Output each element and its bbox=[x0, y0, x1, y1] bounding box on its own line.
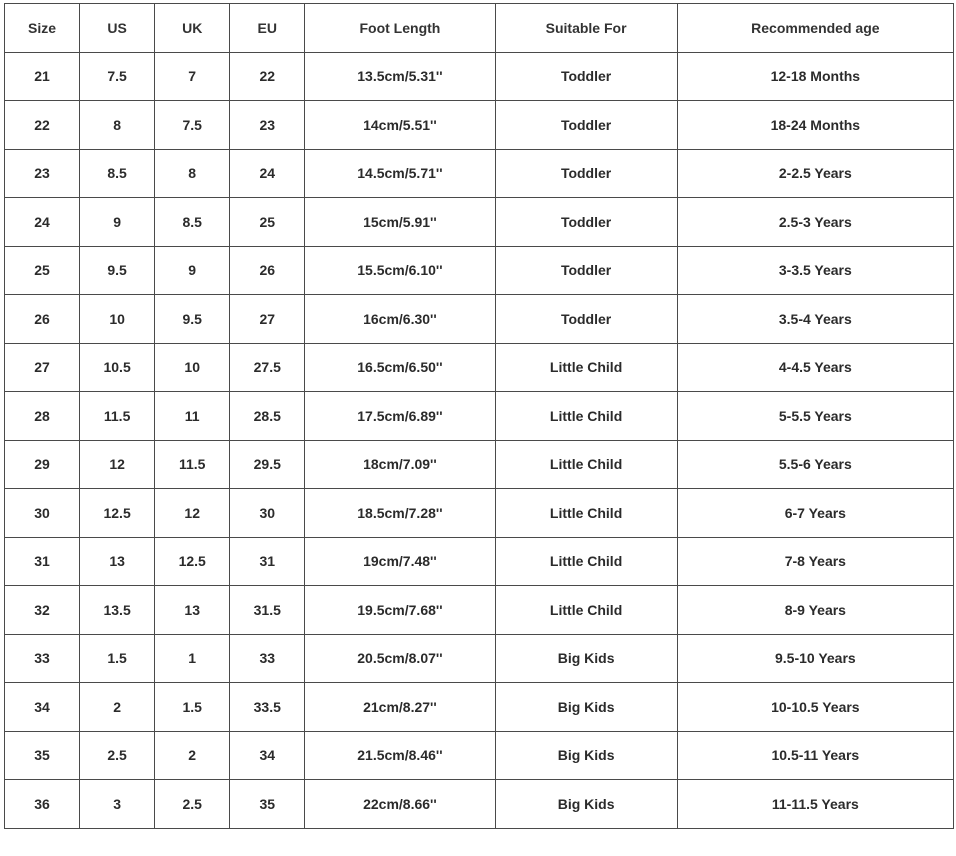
cell-recommended-age: 10-10.5 Years bbox=[677, 683, 953, 732]
cell-foot-length: 17.5cm/6.89'' bbox=[305, 392, 495, 441]
size-chart-table bbox=[4, 3, 954, 829]
cell-us: 12 bbox=[80, 440, 155, 489]
cell-suitable-for: Little Child bbox=[495, 392, 677, 441]
cell-uk: 7.5 bbox=[155, 101, 230, 150]
cell-foot-length: 21cm/8.27'' bbox=[305, 683, 495, 732]
cell-us: 12.5 bbox=[80, 489, 155, 538]
cell-foot-length: 14cm/5.51'' bbox=[305, 101, 495, 150]
cell-size: 33 bbox=[5, 634, 80, 683]
cell-eu: 23 bbox=[230, 101, 305, 150]
cell-eu: 34 bbox=[230, 731, 305, 780]
cell-uk: 8 bbox=[155, 149, 230, 198]
cell-foot-length: 20.5cm/8.07'' bbox=[305, 634, 495, 683]
cell-recommended-age: 18-24 Months bbox=[677, 101, 953, 150]
cell-eu: 27.5 bbox=[230, 343, 305, 392]
cell-eu: 33 bbox=[230, 634, 305, 683]
cell-recommended-age: 2.5-3 Years bbox=[677, 198, 953, 247]
column-header-suitable-for: Suitable For bbox=[495, 4, 677, 53]
cell-us: 2 bbox=[80, 683, 155, 732]
table-row bbox=[5, 731, 954, 780]
cell-suitable-for: Little Child bbox=[495, 537, 677, 586]
cell-foot-length: 22cm/8.66'' bbox=[305, 780, 495, 829]
cell-eu: 35 bbox=[230, 780, 305, 829]
table-row bbox=[5, 780, 954, 829]
table-row bbox=[5, 343, 954, 392]
cell-eu: 25 bbox=[230, 198, 305, 247]
cell-size: 22 bbox=[5, 101, 80, 150]
column-header-recommended-age: Recommended age bbox=[677, 4, 953, 53]
cell-suitable-for: Toddler bbox=[495, 246, 677, 295]
cell-recommended-age: 12-18 Months bbox=[677, 52, 953, 101]
cell-size: 35 bbox=[5, 731, 80, 780]
table-row bbox=[5, 198, 954, 247]
cell-us: 9 bbox=[80, 198, 155, 247]
cell-us: 13.5 bbox=[80, 586, 155, 635]
cell-uk: 11.5 bbox=[155, 440, 230, 489]
cell-us: 3 bbox=[80, 780, 155, 829]
cell-eu: 30 bbox=[230, 489, 305, 538]
cell-suitable-for: Little Child bbox=[495, 343, 677, 392]
cell-size: 29 bbox=[5, 440, 80, 489]
cell-uk: 10 bbox=[155, 343, 230, 392]
cell-uk: 2 bbox=[155, 731, 230, 780]
column-header-eu: EU bbox=[230, 4, 305, 53]
cell-eu: 31.5 bbox=[230, 586, 305, 635]
cell-suitable-for: Toddler bbox=[495, 295, 677, 344]
table-row bbox=[5, 683, 954, 732]
cell-recommended-age: 3.5-4 Years bbox=[677, 295, 953, 344]
cell-uk: 7 bbox=[155, 52, 230, 101]
cell-eu: 27 bbox=[230, 295, 305, 344]
cell-size: 34 bbox=[5, 683, 80, 732]
cell-suitable-for: Toddler bbox=[495, 52, 677, 101]
cell-uk: 1 bbox=[155, 634, 230, 683]
cell-uk: 2.5 bbox=[155, 780, 230, 829]
cell-size: 32 bbox=[5, 586, 80, 635]
cell-uk: 11 bbox=[155, 392, 230, 441]
table-row bbox=[5, 586, 954, 635]
cell-foot-length: 15.5cm/6.10'' bbox=[305, 246, 495, 295]
table-row bbox=[5, 295, 954, 344]
column-header-foot-length: Foot Length bbox=[305, 4, 495, 53]
cell-size: 28 bbox=[5, 392, 80, 441]
table-row bbox=[5, 489, 954, 538]
table-row bbox=[5, 392, 954, 441]
cell-suitable-for: Big Kids bbox=[495, 780, 677, 829]
cell-uk: 9.5 bbox=[155, 295, 230, 344]
cell-recommended-age: 6-7 Years bbox=[677, 489, 953, 538]
column-header-uk: UK bbox=[155, 4, 230, 53]
cell-eu: 31 bbox=[230, 537, 305, 586]
cell-eu: 33.5 bbox=[230, 683, 305, 732]
cell-size: 36 bbox=[5, 780, 80, 829]
cell-us: 8.5 bbox=[80, 149, 155, 198]
cell-suitable-for: Little Child bbox=[495, 489, 677, 538]
column-header-size: Size bbox=[5, 4, 80, 53]
header-row bbox=[5, 4, 954, 53]
cell-us: 13 bbox=[80, 537, 155, 586]
table-row bbox=[5, 634, 954, 683]
cell-eu: 28.5 bbox=[230, 392, 305, 441]
cell-foot-length: 19.5cm/7.68'' bbox=[305, 586, 495, 635]
cell-size: 26 bbox=[5, 295, 80, 344]
cell-uk: 12 bbox=[155, 489, 230, 538]
table-row bbox=[5, 246, 954, 295]
cell-us: 7.5 bbox=[80, 52, 155, 101]
column-header-us: US bbox=[80, 4, 155, 53]
cell-size: 31 bbox=[5, 537, 80, 586]
table-row bbox=[5, 537, 954, 586]
cell-foot-length: 18.5cm/7.28'' bbox=[305, 489, 495, 538]
table-row bbox=[5, 101, 954, 150]
cell-uk: 1.5 bbox=[155, 683, 230, 732]
cell-size: 24 bbox=[5, 198, 80, 247]
cell-foot-length: 16.5cm/6.50'' bbox=[305, 343, 495, 392]
cell-suitable-for: Big Kids bbox=[495, 683, 677, 732]
cell-us: 9.5 bbox=[80, 246, 155, 295]
cell-size: 30 bbox=[5, 489, 80, 538]
cell-foot-length: 15cm/5.91'' bbox=[305, 198, 495, 247]
cell-eu: 22 bbox=[230, 52, 305, 101]
cell-us: 1.5 bbox=[80, 634, 155, 683]
cell-suitable-for: Big Kids bbox=[495, 634, 677, 683]
cell-recommended-age: 7-8 Years bbox=[677, 537, 953, 586]
cell-us: 10 bbox=[80, 295, 155, 344]
cell-recommended-age: 10.5-11 Years bbox=[677, 731, 953, 780]
cell-uk: 8.5 bbox=[155, 198, 230, 247]
table-body bbox=[5, 52, 954, 828]
cell-size: 21 bbox=[5, 52, 80, 101]
cell-recommended-age: 9.5-10 Years bbox=[677, 634, 953, 683]
cell-uk: 12.5 bbox=[155, 537, 230, 586]
cell-suitable-for: Toddler bbox=[495, 149, 677, 198]
table-header bbox=[5, 4, 954, 53]
cell-size: 27 bbox=[5, 343, 80, 392]
cell-suitable-for: Big Kids bbox=[495, 731, 677, 780]
table-row bbox=[5, 52, 954, 101]
cell-foot-length: 18cm/7.09'' bbox=[305, 440, 495, 489]
cell-eu: 24 bbox=[230, 149, 305, 198]
cell-us: 8 bbox=[80, 101, 155, 150]
cell-foot-length: 19cm/7.48'' bbox=[305, 537, 495, 586]
cell-uk: 9 bbox=[155, 246, 230, 295]
cell-recommended-age: 5.5-6 Years bbox=[677, 440, 953, 489]
cell-recommended-age: 2-2.5 Years bbox=[677, 149, 953, 198]
table-row bbox=[5, 440, 954, 489]
cell-suitable-for: Toddler bbox=[495, 101, 677, 150]
cell-foot-length: 13.5cm/5.31'' bbox=[305, 52, 495, 101]
cell-recommended-age: 8-9 Years bbox=[677, 586, 953, 635]
cell-suitable-for: Toddler bbox=[495, 198, 677, 247]
cell-foot-length: 14.5cm/5.71'' bbox=[305, 149, 495, 198]
cell-recommended-age: 5-5.5 Years bbox=[677, 392, 953, 441]
cell-suitable-for: Little Child bbox=[495, 440, 677, 489]
cell-uk: 13 bbox=[155, 586, 230, 635]
cell-us: 11.5 bbox=[80, 392, 155, 441]
cell-foot-length: 16cm/6.30'' bbox=[305, 295, 495, 344]
cell-us: 2.5 bbox=[80, 731, 155, 780]
cell-suitable-for: Little Child bbox=[495, 586, 677, 635]
cell-size: 23 bbox=[5, 149, 80, 198]
cell-eu: 26 bbox=[230, 246, 305, 295]
cell-recommended-age: 3-3.5 Years bbox=[677, 246, 953, 295]
table-row bbox=[5, 149, 954, 198]
cell-us: 10.5 bbox=[80, 343, 155, 392]
cell-recommended-age: 11-11.5 Years bbox=[677, 780, 953, 829]
cell-recommended-age: 4-4.5 Years bbox=[677, 343, 953, 392]
cell-foot-length: 21.5cm/8.46'' bbox=[305, 731, 495, 780]
cell-eu: 29.5 bbox=[230, 440, 305, 489]
cell-size: 25 bbox=[5, 246, 80, 295]
